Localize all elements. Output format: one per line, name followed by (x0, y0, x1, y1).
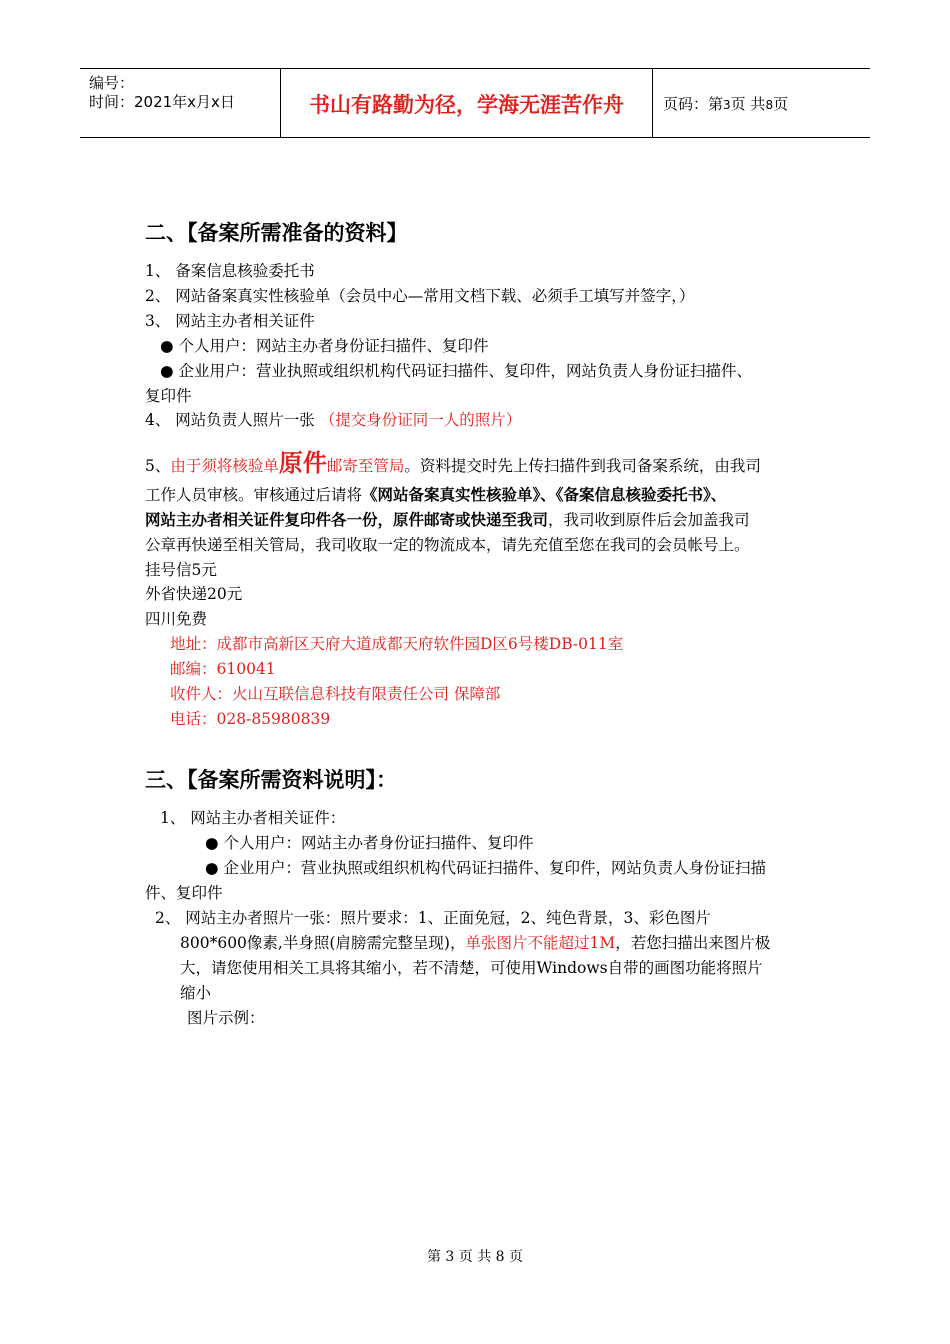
header-meta-cell (80, 69, 281, 137)
postcode: 邮编：610041 (170, 660, 276, 678)
section3-heading: 三、【备案所需资料说明】： (145, 768, 397, 792)
s2-bullet2: ● 企业用户：营业执照或组织机构代码证扫描件、复印件，网站负责人身份证扫描件、 (160, 362, 752, 380)
s3-item1: 1、 网站主办者相关证件： (160, 809, 346, 827)
s2-item5-red2: 邮寄至管局 (326, 457, 405, 475)
s2-item5-original: 原件 (278, 448, 327, 477)
fee-registered: 挂号信5元 (145, 561, 217, 579)
s2-bullet2-cont: 复印件 (145, 387, 192, 405)
time-label: 时间：2021年x月x日 (89, 93, 235, 111)
page-indicator (663, 93, 788, 114)
s2-para-line3: 公章再快递至相关管局，我司收取一定的物流成本，请先充值至您在我司的会员帐号上。 (145, 536, 750, 554)
s2-item5-rest: 。资料提交时先上传扫描件到我司备案系统，由我司 (404, 457, 761, 475)
page-header (80, 68, 870, 138)
recipient: 收件人：火山互联信息科技有限责任公司 保障部 (170, 685, 501, 703)
page-current: 3 (723, 98, 731, 112)
phone: 电话：028-85980839 (170, 710, 331, 728)
s2-item5-num: 5、 (145, 457, 171, 475)
s3-item2-line2-a: 800*600像素,半身照(肩膀需完整呈现)， (180, 934, 466, 952)
s2-para-line1 (145, 485, 726, 505)
page-mid: 页 共 (730, 95, 766, 113)
page-suffix: 页 (773, 95, 789, 113)
s3-bullet1: ● 个人用户：网站主办者身份证扫描件、复印件 (205, 834, 534, 852)
s3-item2-line3: 大，请您使用相关工具将其缩小，若不清楚，可使用Windows自带的画图功能将照片 (180, 959, 763, 977)
s2-item4-text: 4、 网站负责人照片一张 (145, 411, 315, 429)
s3-example-label: 图片示例： (187, 1009, 265, 1027)
s2-para-line2-a: 网站主办者相关证件复印件各一份，原件邮寄或快递至我司 (145, 510, 549, 529)
fee-sichuan: 四川免费 (145, 610, 208, 628)
s2-item2: 2、 网站备案真实性核验单（会员中心—常用文档下载、必须手工填写并签字，） (145, 287, 695, 305)
s2-item4-note: （提交身份证同一人的照片） (319, 411, 522, 429)
s3-item2-line4: 缩小 (180, 984, 212, 1002)
s2-item4 (145, 410, 521, 430)
motto: 书山有路勤为径，学海无涯苦作舟 (309, 93, 624, 117)
s2-bullet1: ● 个人用户：网站主办者身份证扫描件、复印件 (160, 337, 489, 355)
s2-item3: 3、 网站主办者相关证件 (145, 312, 315, 330)
fee-express: 外省快递20元 (145, 585, 243, 603)
section2-heading: 二、【备案所需准备的资料】 (145, 221, 408, 245)
s2-para-line1-b: 《网站备案真实性核验单》、《备案信息核验委托书》、 (362, 485, 727, 504)
page-total: 8 (765, 98, 774, 112)
s3-bullet2: ● 企业用户：营业执照或组织机构代码证扫描件、复印件，网站负责人身份证扫描 (205, 859, 766, 877)
header-motto-cell (281, 69, 653, 137)
s2-item5 (145, 450, 761, 479)
s3-item2-line2-b: ，若您扫描出来图片极 (615, 934, 771, 952)
s3-bullet2-cont: 件、复印件 (145, 884, 223, 902)
s3-item2-line1: 2、 网站主办者照片一张：照片要求：1、正面免冠，2、纯色背景，3、彩色图片 (155, 909, 711, 927)
s2-item5-red1: 由于须将核验单 (170, 457, 279, 475)
page-footer: 第 3 页 共 8 页 (426, 1249, 524, 1265)
s3-item2-line2 (180, 933, 770, 953)
s2-para-line2 (145, 510, 750, 530)
s3-item2-size-limit: 单张图片不能超过1M (465, 934, 616, 952)
s2-item1: 1、 备案信息核验委托书 (145, 262, 315, 280)
address: 地址：成都市高新区天府大道成都天府软件园D区6号楼DB-011室 (170, 635, 624, 653)
s2-para-line2-b: ，我司收到原件后会加盖我司 (548, 511, 750, 529)
s2-para-line1-a: 工作人员审核。审核通过后请将 (145, 486, 363, 504)
number-label: 编号： (89, 74, 135, 92)
page-prefix: 页码：第 (663, 95, 724, 113)
header-page-cell (653, 69, 870, 137)
